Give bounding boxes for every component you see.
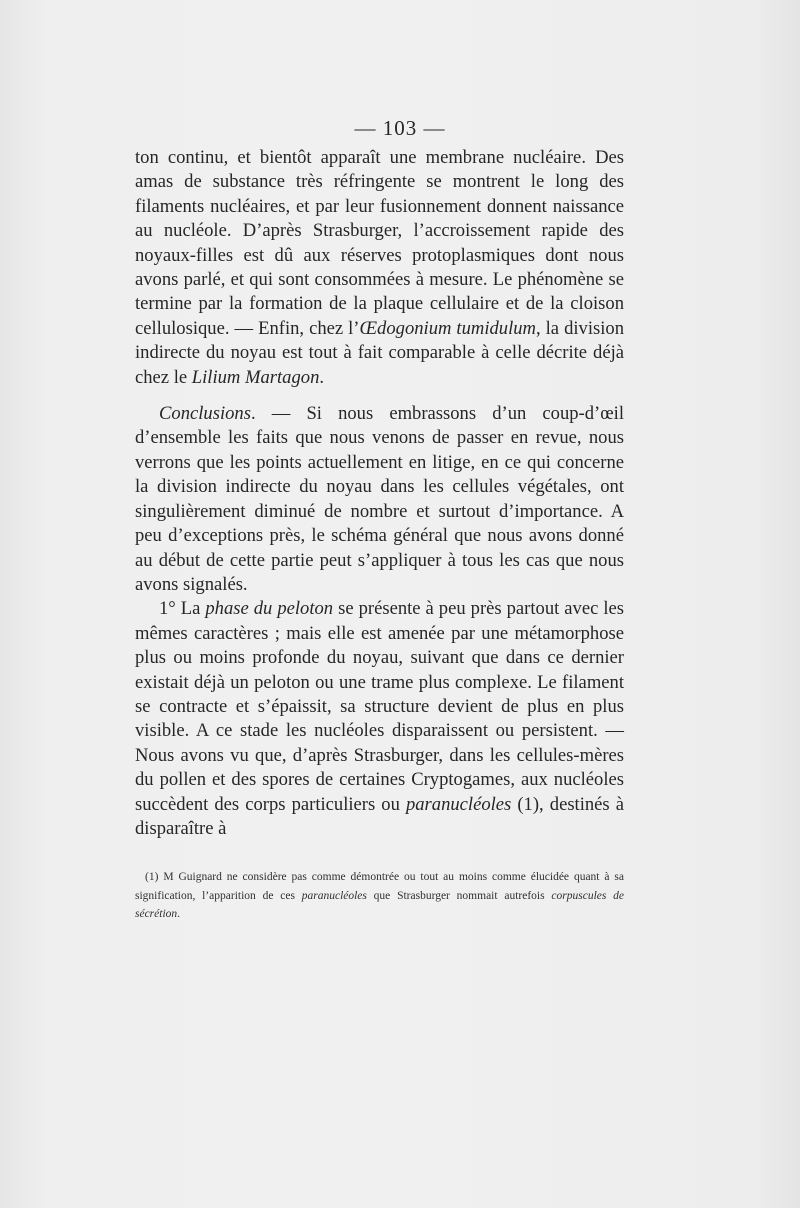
paragraph-1 — [135, 146, 624, 390]
paragraph-1-italic-lilium: Lilium Martagon — [191, 366, 320, 388]
paragraph-3-italic-phase: phase du peloton — [205, 598, 334, 620]
paragraph-3 — [135, 597, 624, 841]
body-text — [135, 146, 624, 841]
paragraph-2 — [135, 402, 624, 597]
paragraph-1-text-c: . — [319, 366, 325, 388]
paragraph-2-italic-conclusions: Conclusions — [159, 403, 251, 425]
footnote-text-a: (1) M Guignard ne considère pas comme démontrée ou tout au moins comme élucidée quant à sa signification, l’apparition de ces — [135, 871, 624, 902]
paragraph-1-text-a: ton continu, et bientôt apparaît une membrane nucléaire. Des amas de substance très réfringente se montrent le long des filaments nucléaires, et par leur fusionnement donnent naissance au nucléole. D’après Strasburger, l’accroissement rapide des noyaux-filles est dû aux réserves protoplasmiques dont nous avons parlé, et qui sont consommées à mesure. Le phénomène se termine par la formation de la plaque cellulaire et de la cloison cellulosique. — Enfin, chez l’ — [135, 147, 624, 339]
paragraph-3-text-lead: 1° La — [159, 598, 206, 620]
footnote-italic-corpuscules: corpuscules de sécrétion — [135, 889, 624, 920]
paragraph-3-text-b: (1), destinés à disparaître à — [135, 793, 624, 839]
footnote — [135, 868, 624, 924]
paragraph-3-text-a: se présente à peu près partout avec les mêmes caractères ; mais elle est amenée par une métamorphose plus ou moins profonde du noyau, suivant que dans ce dernier existait déjà un peloton ou une trame plus complexe. Le filament se contracte et s’épaissit, sa structure devient de plus en plus visible. A ce stade les nucléoles disparaissent ou persistent. — Nous avons vu que, d’après Strasburger, dans les cellules-mères du pollen et des spores de certaines Cryptogames, aux nucléoles succèdent des corps particuliers ou — [135, 598, 625, 815]
paragraph-2-text: . — Si nous embrassons d’un coup-d’œil d’ensemble les faits que nous venons de passer en revue, nous verrons que les points actuellement en litige, en ce qui concerne la division indirecte du noyau dans les cellules végétales, ont singulièrement diminué de nombre et surtout d’importance. A peu d’exceptions près, le schéma général que nous avons donné au début de cette partie peut s’appliquer à tous les cas que nous avons signalés. — [135, 403, 624, 595]
paragraph-1-text-b: , la division indirecte du noyau est tout à fait comparable à celle décrite déjà chez le — [135, 317, 624, 388]
footnote-text-b: que Strasburger nommait autrefois — [366, 889, 552, 902]
paragraph-1-italic-oedogonium: Œdogonium tumidulum — [359, 317, 536, 339]
paragraph-3-italic-paranucleoles: paranucléoles — [405, 793, 512, 815]
footnote-text-c: . — [177, 908, 181, 920]
footnote-italic-paranucleoles: paranucléoles — [301, 889, 367, 902]
page-number: — 103 — — [354, 116, 446, 140]
